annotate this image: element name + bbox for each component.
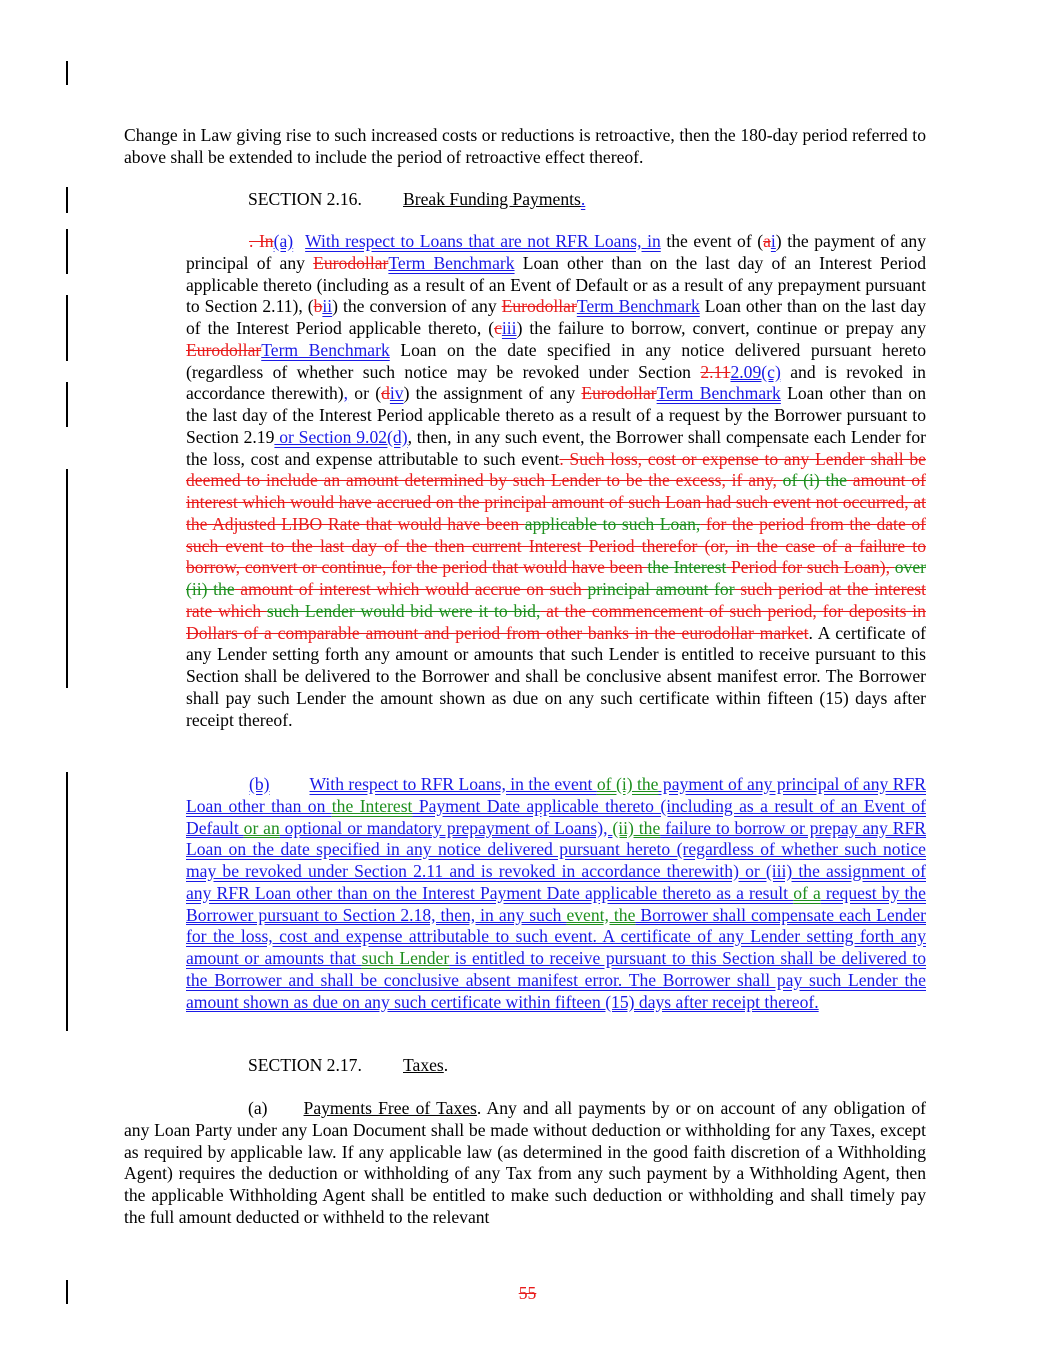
paragraph-heading: Payments Free of Taxes — [303, 1098, 477, 1118]
inserted-text: i — [770, 231, 776, 251]
deleted-text: Eurodollar — [501, 296, 577, 317]
inserted-text: Term Benchmark — [261, 339, 390, 360]
inserted-text: , — [343, 383, 349, 404]
inserted-text: . — [580, 189, 586, 209]
body-text: ) the conversion of any — [332, 296, 502, 317]
change-bar — [66, 61, 68, 85]
inserted-text: iii — [501, 318, 517, 338]
body-text: . Any and all payments by or on account of any obligation of any Loan Party under any Loan Document shall be made without deduction or withholding for any Taxes, except as required by applicable law. If any applicable law (as determined in the good faith discretion of a Withholding Agent) requires the deduction or withholding of any Tax from any such payment by a Withholding Agent, then the applicable Withholding Agent shall be entitled to make such deduction or withholding and shall timely pay the full amount deducted or withheld to the relevant — [124, 1098, 926, 1227]
deleted-text: Eurodollar — [186, 339, 262, 360]
inserted-text: (a) — [273, 231, 294, 251]
deleted-text: for the period from the date of such event to the last day of the then current Interest Period therefor (or, in the case of a failure to borrow, convert or continue, for the period that would have been — [186, 513, 926, 578]
moved-text: over (ii) the — [186, 557, 926, 599]
deleted-text: . Such loss, cost or expense to any Lender shall be deemed to include an amount determined by such Lender to be the excess, if any, — [186, 448, 926, 491]
moved-text: of (i) the — [596, 774, 659, 794]
moved-text: event, the — [566, 904, 636, 925]
paragraph-continuation: Change in Law giving rise to such increased costs or reductions is retroactive, then the 180-day period referred to above shall be extended to include the period of retroactive effect thereof. — [124, 125, 926, 167]
inserted-text: With respect to RFR Loans, in the event — [309, 774, 597, 794]
deleted-text: d — [381, 383, 390, 404]
inserted-text: optional or mandatory prepayment of Loans), — [279, 817, 613, 838]
change-bar — [66, 187, 68, 213]
moved-text: of (i) the — [782, 470, 847, 491]
change-bar — [66, 229, 68, 274]
section-title-suffix: . — [443, 1055, 449, 1075]
section-title: Break Funding Payments — [403, 189, 581, 209]
change-bar — [66, 382, 68, 427]
inserted-text: or Section 9.02(d) — [274, 426, 408, 447]
inserted-text: Term Benchmark — [576, 296, 700, 317]
moved-text: (ii) the — [612, 817, 661, 838]
inserted-text: With respect to Loans that are not RFR Loans, in — [305, 231, 661, 251]
deleted-text: such period at the interest rate which — [186, 579, 926, 621]
inserted-text: iv — [389, 383, 404, 404]
deleted-text: Eurodollar — [313, 252, 389, 273]
deleted-text: Eurodollar — [581, 383, 657, 404]
body-text: ) the assignment of any — [403, 383, 582, 404]
body-text: the event of ( — [660, 231, 764, 251]
paragraph-taxes-a — [124, 1098, 926, 1229]
section-number: SECTION 2.17. — [248, 1055, 362, 1075]
deleted-text: c — [494, 318, 502, 338]
inserted-text: request by the Borrower pursuant to Section 2.18, then, in any such — [186, 882, 926, 925]
body-text: Loan other than on the last day of the Interest Period applicable thereto as a result of a request by the Borrower pursuant to Section 2.19 — [186, 383, 927, 447]
body-text: ) the payment of any principal of any — [186, 231, 927, 273]
change-bar — [66, 295, 68, 361]
section-title: Taxes — [403, 1055, 444, 1075]
deleted-text: b — [313, 296, 323, 317]
page-number: 55 — [518, 1283, 537, 1303]
moved-text: or an — [243, 817, 280, 838]
deleted-text: at the commencement of such period, for deposits in Dollars of a comparable amount and period from other banks in the eurodollar market — [186, 600, 926, 643]
body-text: . A certificate of any Lender setting forth any amount or amounts that such Lender is entitled to receive pursuant to this Section shall be delivered to the Borrower and shall be conclusive absent manifest error. The Borrower shall pay such Lender the amount shown as due on any such certificate within fifteen (15) days after receipt thereof. — [186, 622, 926, 730]
deleted-text: 2.11 — [700, 361, 731, 382]
inserted-text: is entitled to receive pursuant to this Section shall be delivered to the Borrower and shall be conclusive absent manifest error. The Borrower shall pay such Lender the amount shown as due on any such certificate within fifteen (15) days after receipt thereof. — [186, 948, 927, 1012]
body-text: Loan on the date specified in any notice delivered pursuant hereto (regardless of whether such notice may be revoked under Section — [186, 339, 926, 382]
section-heading-2-16 — [248, 189, 585, 211]
moved-text: the Interest — [331, 795, 413, 816]
inserted-text: 2.09(c) — [730, 361, 781, 382]
change-bar — [66, 772, 68, 1031]
paragraph-break-funding-b — [186, 774, 926, 1013]
paragraph-label: (a) — [248, 1098, 268, 1118]
inserted-text: failure to borrow or prepay any RFR Loan on the date specified in any notice delivered pursuant hereto (regardless of whether such notice may be revoked under Section 2.11 and is revoked in accordance therewith) or (iii) the assignment of any RFR Loan other than on the Interest Payment Date applicable thereto as a result — [186, 817, 926, 903]
inserted-text: payment of any principal of any RFR Loan other than on — [186, 774, 926, 816]
deleted-text: amount of interest which would accrue on such — [234, 579, 588, 599]
body-text: and is revoked in accordance therewith) — [186, 361, 926, 404]
section-heading-2-17 — [248, 1055, 448, 1077]
body-text: Loan other than on the last day of an Interest Period applicable thereto (including as a result of an Event of Default or as a result of any prepayment pursuant to Section 2.11), ( — [186, 252, 926, 317]
moved-text: such Lender — [361, 948, 450, 968]
inserted-text: Payment Date applicable thereto (including as a result of an Event of Default — [186, 795, 926, 838]
inserted-text: Term Benchmark — [656, 383, 781, 404]
paragraph-break-funding-a — [186, 231, 926, 731]
body-text: , then, in any such event, the Borrower shall compensate each Lender for the loss, cost and expense attributable to such event — [186, 426, 927, 469]
inserted-text: Borrower shall compensate each Lender for the loss, cost and expense attributable to such event. A certificate of any Lender setting forth any amount or amounts that — [186, 904, 926, 968]
inserted-text: (b) — [249, 774, 270, 794]
inserted-text: ii — [322, 296, 333, 317]
deleted-text: . In — [249, 231, 274, 251]
moved-text: the Interest — [647, 557, 727, 578]
body-text: or ( — [348, 383, 382, 404]
moved-text: such Lender would bid were it to bid, — [266, 600, 541, 621]
moved-text: applicable to such Loan, — [524, 513, 701, 534]
deleted-text: Period for such Loan), — [726, 557, 895, 578]
body-text: ) the failure to borrow, convert, continue or prepay any — [516, 318, 927, 338]
deleted-text: a — [763, 231, 771, 251]
inserted-text: Term Benchmark — [388, 252, 515, 273]
change-bar — [66, 469, 68, 688]
moved-text: principal amount for — [587, 579, 735, 599]
body-text: Loan other than on the last day of the Interest Period applicable thereto, ( — [186, 296, 926, 338]
section-number: SECTION 2.16. — [248, 189, 362, 209]
deleted-text: amount of interest which would have accrued on the principal amount of such Loan had such event not occurred, at the Adjusted LIBO Rate that would have been — [186, 470, 926, 534]
moved-text: of a — [793, 882, 821, 903]
